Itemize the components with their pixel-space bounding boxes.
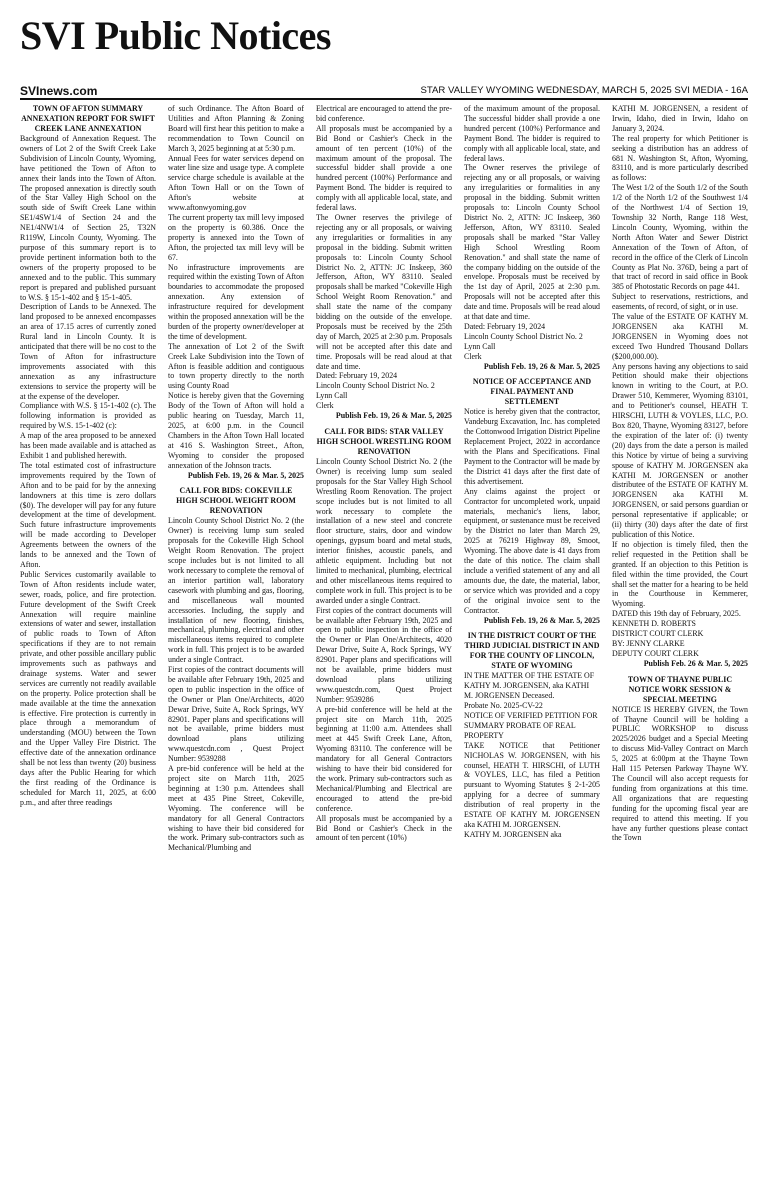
notice-paragraph: of such Ordinance. The Afton Board of Utilities and Afton Planning & Zoning Board will first hear this petition to make a recommendation to Town Council on March 3, 2025 beginning at at 5:30 p.m. — [168, 104, 304, 153]
notice-paragraph: Public Services customarily available to Town of Afton residents include water, sewer, roads, police, and fire protection. Future development of the Swift Creek Annexation will require mainline extensions of water and sewer, installation of public roads to Town of Afton specifications if they are to not remain private, and other possible ancillary public improvements such as pathways and drainage systems. Water and sewer services are currently not readily available on the property. Police protection shall be made available at the time the annexation is effective. Fire protection is currently in place through a memorandum of understanding (MOU) between the Town and the Upper Valley Fire District. The effective date of the annexation ordinance shall be not less than twenty (20) business days after the Public Hearing for which the first reading of the Ordinance is scheduled for March 11, 2025, at 6:00 p.m., and after three readings — [20, 569, 156, 807]
publish-line: Publish Feb. 26 & Mar. 5, 2025 — [643, 658, 748, 668]
notice-paragraph: A map of the area proposed to be annexed has been made available and is attached as Exhibit 1 and published herewith. — [20, 431, 156, 460]
notice-paragraph: Subject to reservations, restrictions, and easements, of record, of sight, or in use. — [612, 292, 748, 312]
notice-paragraph: The annexation of Lot 2 of the Swift Creek Lake Subdivision into the Town of Afton is feasible addition and contiguous to town property directly to the north using County Road — [168, 341, 304, 391]
notice-heading: CALL FOR BIDS: COKEVILLE HIGH SCHOOL WEIGHT ROOM RENOVATION — [176, 486, 296, 516]
notice-heading: IN THE DISTRICT COURT OF THE THIRD JUDICIAL DISTRICT IN AND FOR THE COUNTY OF LINCOLN, STATE OF WYOMING — [464, 631, 600, 671]
notice-line: DISTRICT COURT CLERK — [612, 629, 704, 639]
notice-heading: CALL FOR BIDS: STAR VALLEY HIGH SCHOOL WRESTLING ROOM RENOVATION — [316, 427, 452, 456]
notice-line: Lynn Call — [316, 391, 348, 401]
notice-paragraph: The Owner reserves the privilege of rejecting any or all proposals, or waiving any irregularities or formalities in any proposal in the bidding. Submit written proposals to: Lincoln County School District No. 2, ATTN: JC Inskeep, 360 Jefferson, Afton, WY 83110. Sealed proposals shall be marked "Cokeville High School Weight Room Renovation." and shall state the name of the company bidding on the outside of the envelope. Proposals must be received by the 25th day of March, 2025 at 2:30 p.m. Proposals will not be accepted after this date and time. Proposals will be read aloud at that date and time. — [316, 212, 452, 371]
notice-line: KENNETH D. ROBERTS — [612, 619, 696, 629]
notice-paragraph: Any claims against the project or Contractor for uncompleted work, unpaid materials, mechanic's liens, labor, equipment, or sustenance must be received by the District no later than March 29, 2025 at 76219 Highway 89, Smoot, Wyoming. The above date is 41 days from the date of this notice. The claim shall include a verified statement of any and all amounts due, the date, the material, labor, or service which was provided and a copy of the original invoice sent to the Contractor. — [464, 486, 600, 615]
column-5 — [612, 104, 748, 1176]
notice-paragraph: of the maximum amount of the proposal. The successful bidder shall provide a one hundred percent (100%) Performance and Payment Bond. The bidder is required to comply with all applicable local, state, and federal laws. — [464, 104, 600, 163]
publish-line: Publish Feb. 19, 26 & Mar. 5, 2025 — [483, 361, 600, 371]
edition-line: STAR VALLEY WYOMING WEDNESDAY, MARCH 5, 2025 SVI MEDIA - 16A — [420, 85, 748, 96]
notice-heading: TOWN OF THAYNE PUBLIC NOTICE WORK SESSION & SPECIAL MEETING — [627, 674, 733, 704]
notice-line: Clerk — [464, 351, 482, 361]
notice-paragraph: Notice is hereby given that the contractor, Vandeburg Excavation, Inc. has completed the Cottonwood Irrigation District Pipeline Replacement Project, 2022 in accordance with the Plans and Specifications. Final Payment to the Contractor will be made by the District 41 days after the first date of this advertisement. — [464, 407, 600, 486]
notice-line: DEPUTY COURT CLERK — [612, 648, 699, 658]
notice-paragraph: The real property for which Petitioner is seeking a distribution has an address of 681 N. Washington St, Afton, Wyoming, 83110, and is more particularly described as follows: — [612, 133, 748, 183]
notice-paragraph: Notice is hereby given that the Governing Body of the Town of Afton will hold a public hearing on Tuesday, March 11, 2025, at 6:00 p.m. in the Council Chambers in the Afton Town Hall located at 416 S. Washington Street., Afton, Wyoming to consider the proposed annexation of the Johnson tracts. — [168, 391, 304, 470]
notice-line: Lincoln County School District No. 2 — [464, 331, 583, 341]
notice-paragraph: TAKE NOTICE that Petitioner NICHOLAS W. JORGENSEN, with his counsel, HEATH T. HIRSCHI, of LUTH & VOYLES, LLC, has filed a Petition pursuant to Wyoming Statutes § 2-1-205 applying for a decree of summary distribution of real property in the ESTATE OF KATHY M. JORGENSEN aka KATHI M. JORGENSEN. — [464, 740, 600, 829]
notice-paragraph: A pre-bid conference will be held at the project site on March 11th, 2025 beginning at 11:00 a.m. Attendees shall meet at 445 Swift Creek Lane, Afton, Wyoming 83110. The conference will be mandatory for all General Contractors wishing to have their bid considered for the work. Primary sub-contractors such as Mechanical/Plumbing and Electrical are encouraged to attend the pre-bid conference. — [316, 704, 452, 813]
notice-paragraph: NOTICE IS HEREBY GIVEN, the Town of Thayne Council will be holding a PUBLIC WORKSHOP to discuss 2025/2026 budget and a Special Meeting to discuss Mid-Valley Contract on March 5, 2025 at 6:00pm at the Thayne Town Hall 115 Petersen Parkway Thayne WY. The Council will also accept requests for funding from organizations at this time. All organizations that are requesting funding for the upcoming fiscal year are required to attend this meeting. If you have any further questions please contact the Town — [612, 704, 748, 843]
notice-line: Dated: February 19, 2024 — [316, 371, 398, 381]
notice-paragraph: Electrical are encouraged to attend the pre-bid conference. — [316, 104, 452, 123]
publish-line: Publish Feb. 19, 26 & Mar. 5, 2025 — [483, 615, 600, 625]
notice-paragraph: Background of Annexation Request. The owners of Lot 2 of the Swift Creek Lake Subdivision of Lincoln County, Wyoming, have petitioned the Town of Afton to annex their lands into the Town of Afton. The proposed annexation is directly south of the Star Valley High School on the south side of Swift Creek Lane within SE1/4SW1/4 of Section 24 and the NE1/4NW1/4 of Section 25, T32N R119W, Lincoln County, Wyoming. The purpose of this summary report is to provide pertinent information both to the owners of the property proposed to be annexed and to the public. This summary report is prepared and published pursuant to W.S. § 15-1-402 and § 15-1-405. — [20, 134, 156, 302]
notice-paragraph: No infrastructure improvements are required within the existing Town of Afton boundaries to accommodate the proposed annexation. Any extension of infrastructure required for development within the proposed annexation will be the burden of the property owner/developer at the time of development. — [168, 262, 304, 341]
page-title: SVI Public Notices — [20, 13, 331, 58]
notice-line: DATED this 19th day of February, 2025. — [612, 609, 741, 619]
column-3 — [316, 104, 452, 1176]
column-1 — [20, 104, 156, 1176]
notice-paragraph: All proposals must be accompanied by a Bid Bond or Cashier's Check in the amount of ten percent (10%) of the maximum amount of the proposal. The successful bidder shall provide a one hundred percent (100%) Performance and Payment Bond. The bidder is required to comply with all applicable local, state, and federal laws. — [316, 123, 452, 213]
site-link[interactable]: SVInews.com — [20, 84, 98, 98]
notice-paragraph: First copies of the contract documents will be available after February 19th, 2025 and open to public inspection in the office of the Owner or Plan One/Architects, 4020 Dewar Drive, Suite A, Rock Springs, WY 82901. Paper plans and specifications will not be available, prime bidders must download plans utilizing www.questcdn.com , Quest Project Number: 9539288 — [168, 665, 304, 764]
notice-paragraph: The value of the ESTATE OF KATHY M. JORGENSEN aka KATHI M. JORGENSEN in Wyoming does not exceed Two Hundred Thousand Dollars ($200,000.00). — [612, 312, 748, 361]
notice-line: Lynn Call — [464, 341, 496, 351]
notice-heading: TOWN OF AFTON SUMMARY ANNEXATION REPORT FOR SWIFT CREEK LANE ANNEXATION — [21, 104, 155, 133]
notice-paragraph: The West 1/2 of the South 1/2 of the South 1/2 of the North 1/2 of the Southwest 1/4 of the Northwest 1/4 of Section 19, Township 32 North, Range 118 West, Lincoln County, Wyoming, within the North Afton Water and Sewer District Annexation of the Town of Afton, of record in the office of the Clerk of Lincoln County as Plat No. 376D, being a part of that tract of record in said office in Book 385 of Photostatic Records on page 441. — [612, 183, 748, 292]
notice-line: NOTICE OF VERIFIED PETITION FOR SUMMARY PROBATE OF REAL PROPERTY — [464, 711, 598, 740]
notice-paragraph: KATHI M. JORGENSEN, a resident of Irwin, Idaho, died in Irwin, Idaho on January 3, 2024. — [612, 104, 748, 133]
notice-paragraph: KATHY M. JORGENSEN aka — [464, 829, 562, 839]
notice-paragraph: Annual Fees for water services depend on water line size and usage type. A complete service charge schedule is available at the Afton Town Hall or on the Town of Afton's website at www.aftonwyoming.gov — [168, 153, 304, 213]
notice-paragraph: If no objection is timely filed, then the relief requested in the Petition shall be granted. If an objection to this Petition is filed within the time provided, the Court shall set the matter for a hearing to be held in the Courthouse in Kemmerer, Wyoming. — [612, 539, 748, 609]
notice-paragraph: The total estimated cost of infrastructure improvements required by the Town of Afton and to be paid for by the annexing landowners at this time is zero dollars ($0). The developer will pay for any future development at the time of development. Such future infrastructure improvements will be made according to Developer Agreements between the owners of the lands to be annexed and the Town of Afton. — [20, 460, 156, 569]
notice-line: Probate No. 2025-CV-22 — [464, 701, 543, 711]
notice-paragraph: Compliance with W.S. § 15-1-402 (c). The following information is provided as required by W.S. 15-1-402 (c): — [20, 401, 156, 431]
notice-paragraph: The Owner reserves the privilege of rejecting any or all proposals, or waiving any irregularities or formalities in any proposal in the bidding. Submit written proposals to: Lincoln County School District No. 2, ATTN: JC Inskeep, 360 Jefferson, Afton, WY 83110. Sealed proposals shall be marked "Star Valley High School Wrestling Room Renovation." and shall state the name of the company bidding on the outside of the envelope. Proposals must be received by the 1st day of April, 2025 at 2:30 p.m. Proposals will not be accepted after this date and time. Proposals will be read aloud at that date and time. — [464, 163, 600, 322]
notice-paragraph: Description of Lands to be Annexed. The land proposed to be annexed encompasses an area of 17.15 acres of currently zoned Rural land in Lincoln County. It is anticipated that there will be no cost to the Town of Afton for infrastructure improvements associated with this annexation as any infrastructure extensions to service the property will be at the expense of the developer. — [20, 302, 156, 401]
column-4 — [464, 104, 600, 1176]
notice-columns — [20, 104, 748, 1176]
notice-line: IN THE MATTER OF THE ESTATE OF KATHY M. JORGENSEN, aka KATHI M. JORGENSEN Deceased. — [464, 671, 595, 701]
masthead — [20, 14, 748, 58]
notice-paragraph: Any persons having any objections to said Petition should make their objections known in writing to the Court, at P.O. Drawer 510, Kemmerer, Wyoming 83101, and to Petitioner's counsel, HEATH T. HIRSCHI, LUTH & VOYLES, LLC, P.O. Box 820, Thayne, Wyoming 83127, before the expiration of the later of: (i) twenty (20) days from the date a person is mailed this Notice by virtue of being a surviving spouse of KATHY M. JORGENSEN aka KATHI M. JORGENSEN or another distributee of the ESTATE OF KATHY M. JORGENSEN aka KATHI M. JORGENSEN, or said persons guardian or personal representative if applicable; or (ii) thirty (30) days after the date of first publication of this Notice. — [612, 361, 748, 539]
notice-paragraph: All proposals must be accompanied by a Bid Bond or Cashier's Check in the amount of ten percent (10%) — [316, 813, 452, 843]
masthead-subline — [20, 84, 748, 100]
notice-line: Clerk — [316, 401, 334, 411]
notice-paragraph: Lincoln County School District No. 2 (the Owner) is receiving lump sum sealed proposals for the Cokeville High School Weight Room Renovation. The project scope includes but is not limited to all work necessary to complete the removal of an interior partition wall, laboratory casework with plumbing and gas, flooring, and miscellaneous wall mounted accessories. Including, the supply and installation of new flooring, finishes, mechanical, plumbing, electrical and other miscellaneous items required to complete work in full. This project is to be awarded under a single Contract. — [168, 516, 304, 665]
publish-line: Publish Feb. 19, 26 & Mar. 5, 2025 — [335, 411, 452, 421]
notice-paragraph: First copies of the contract documents will be available after February 19th, 2025 and open to public inspection in the office of the Owner or Plan One/Architects, 4020 Dewar Drive, Suite A, Rock Springs, WY 82901. Paper plans and specifications will not be available, prime bidders must download plans utilizing www.questcdn.com, Quest Project Number: 9539286 — [316, 605, 452, 704]
publish-line: Publish Feb. 19, 26 & Mar. 5, 2025 — [187, 470, 304, 480]
notice-heading: NOTICE OF ACCEPTANCE AND FINAL PAYMENT AND SETTLEMENT — [472, 377, 592, 407]
column-2 — [168, 104, 304, 1176]
notice-line: BY: JENNY CLARKE — [612, 638, 685, 648]
notice-line: Lincoln County School District No. 2 — [316, 381, 435, 391]
notice-paragraph: Lincoln County School District No. 2 (the Owner) is receiving lump sum sealed proposals for the Star Valley High School Wrestling Room Renovation. The project scope includes but is not limited to all work necessary to complete the installation of a new steel and concrete floor structure, stairs, door and window openings, gypsum board and metal studs, interior finishes, acoustic panels, and athletic equipment. Including but not limited to mechanical, plumbing, electrical and other miscellaneous items required to complete work in full. This project is to be awarded under a single Contract. — [316, 457, 452, 605]
notice-paragraph: The current property tax mill levy imposed on the property is 60.386. Once the property is annexed into the Town of Afton, the projected tax mill levy will be 67. — [168, 212, 304, 262]
notice-paragraph: A pre-bid conference will be held at the project site on March 11th, 2025 beginning at 1:30 p.m. Attendees shall meet at 435 Pine Street, Cokeville, Wyoming. The conference will be mandatory for all General Contractors wishing to have their bid considered for the work. Primary sub-contractors such as Mechanical/Plumbing and — [168, 764, 304, 853]
notice-line: Dated: February 19, 2024 — [464, 321, 546, 331]
